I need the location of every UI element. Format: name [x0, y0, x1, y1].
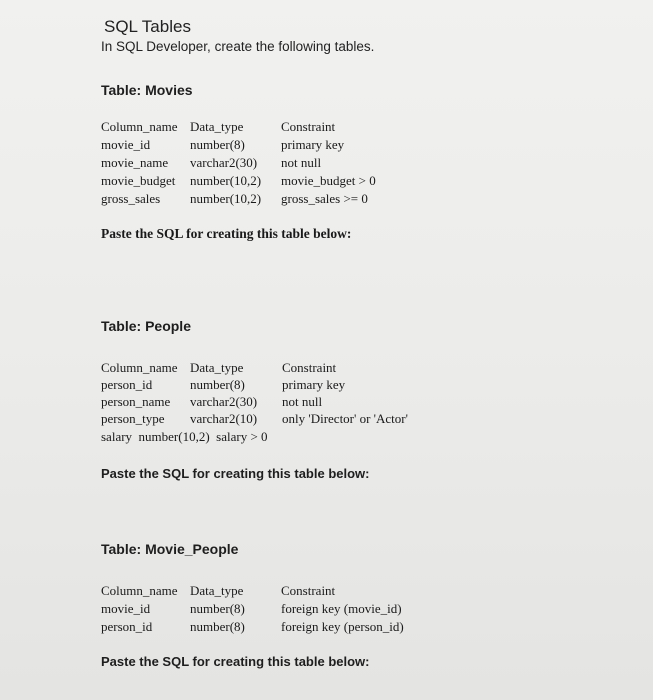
- people-col-constraint-header: Constraint: [282, 360, 337, 375]
- column-name: movie_id: [101, 601, 151, 616]
- column-name: gross_sales: [101, 191, 161, 206]
- page-subtitle: In SQL Developer, create the following tables.: [101, 39, 375, 54]
- column-name: person_id: [101, 619, 153, 634]
- movie-people-col-constraint-header: Constraint: [281, 583, 336, 598]
- constraint: gross_sales >= 0: [281, 191, 368, 206]
- movies-heading: Table: Movies: [101, 82, 193, 98]
- data-type: number(8): [190, 619, 245, 634]
- movies-col-constraint-header: Constraint: [281, 119, 336, 134]
- movies-col-name-header: Column_name: [101, 119, 178, 134]
- constraint: foreign key (person_id): [281, 619, 404, 634]
- constraint: only 'Director' or 'Actor': [282, 411, 408, 426]
- constraint: primary key: [281, 137, 345, 152]
- constraint: not null: [282, 394, 323, 409]
- data-type: number(8): [190, 601, 245, 616]
- movies-col-type-header: Data_type: [190, 119, 244, 134]
- people-paste-prompt: Paste the SQL for creating this table below:: [101, 466, 370, 481]
- people-heading: Table: People: [101, 318, 191, 334]
- column-name: person_id: [101, 377, 153, 392]
- people-col-name-header: Column_name: [101, 360, 178, 375]
- data-type: number(10,2): [190, 173, 262, 188]
- data-type: number(8): [190, 137, 245, 152]
- movie-people-paste-prompt: Paste the SQL for creating this table below:: [101, 654, 370, 669]
- data-type: number(8): [190, 377, 245, 392]
- constraint: movie_budget > 0: [281, 173, 376, 188]
- data-type: varchar2(30): [190, 394, 258, 409]
- column-name: person_type: [101, 411, 165, 426]
- movie-people-col-type-header: Data_type: [190, 583, 244, 598]
- data-type: varchar2(30): [190, 155, 258, 170]
- column-name: movie_budget: [101, 173, 176, 188]
- page-title: SQL Tables: [104, 17, 191, 36]
- data-type: number(10,2): [190, 191, 262, 206]
- movie-people-heading: Table: Movie_People: [101, 541, 239, 557]
- constraint: not null: [281, 155, 322, 170]
- column-name: movie_id: [101, 137, 151, 152]
- data-type: varchar2(10): [190, 411, 258, 426]
- constraint: foreign key (movie_id): [281, 601, 402, 616]
- column-name: movie_name: [101, 155, 169, 170]
- constraint: primary key: [282, 377, 346, 392]
- salary-row: salary number(10,2) salary > 0: [101, 429, 268, 444]
- column-name: person_name: [101, 394, 171, 409]
- people-col-type-header: Data_type: [190, 360, 244, 375]
- movie-people-col-name-header: Column_name: [101, 583, 178, 598]
- movies-paste-prompt: Paste the SQL for creating this table below:: [101, 226, 352, 241]
